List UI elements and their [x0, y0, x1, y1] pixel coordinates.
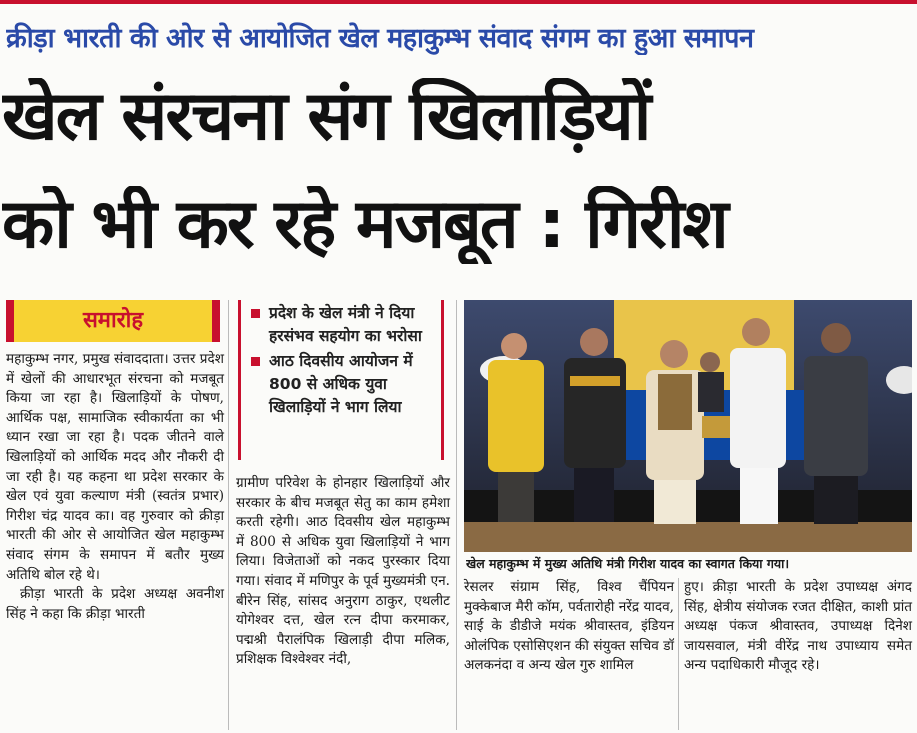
section-label: समारोह — [6, 300, 220, 342]
highlight-item — [251, 302, 433, 348]
article-paragraph: क्रीड़ा भारती के प्रदेश अध्यक्ष अवनीश सिंह ने कहा कि क्रीड़ा भारती — [6, 586, 224, 622]
article-paragraph: महाकुम्भ नगर, प्रमुख संवाददाता। उत्तर प्रदेश में खेलों की आधारभूत संरचना को मजबूत किया जा रहा है। खिलाड़ियों के पोषण, आर्थिक पक्ष, सामाजिक स्वीकार्यता का भी ध्यान रखा जा रहा है। पदक जीतने वाले खिलाड़ियों को आर्थिक मदद और नौकरी दी जा रही है। यह कहना था प्रदेश सरकार के खेल एवं युवा कल्याण मंत्री (स्वतंत्र प्रभार) गिरीश चंद्र यादव का। वह गुरुवार को क्रीड़ा भारती की ओर से आयोजित खेल महाकुम्भ संवाद संगम के समापन में बतौर मुख्य अतिथि बोल रहे थे। — [6, 351, 224, 583]
highlight-text: प्रदेश के खेल मंत्री ने दिया हरसंभव सहयोग का भरोसा — [269, 304, 422, 345]
column-divider — [678, 578, 679, 730]
bullet-square-icon — [251, 357, 260, 366]
highlight-item — [251, 350, 433, 419]
news-photo — [464, 300, 912, 552]
article-paragraph: रेसलर संग्राम सिंह, विश्व चैंपियन मुक्केबाज मैरी कॉम, पर्वतारोही नरेंद्र यादव, साई के डीडीजे मयंक श्रीवास्तव, इंडियन ओलंपिक एसोसिएशन की संयुक्त सचिव डॉ अलकनंदा व अन्य खेल गुरु शामिल — [464, 579, 674, 674]
main-headline-line-1: खेल संरचना संग खिलाड़ियों — [2, 78, 650, 156]
article-paragraph: ग्रामीण परिवेश के होनहार खिलाड़ियों और सरकार के बीच मजबूत सेतु का काम हमेशा करती रहेगी। आठ दिवसीय खेल महाकुम्भ में 800 से अधिक युवा खिलाड़ियों ने भाग लिया। विजेताओं को नकद पुरस्कार दिया गया। संवाद में मणिपुर के पूर्व मुख्यमंत्री एन. बीरेन सिंह, सांसद अनुराग ठाकुर, एथलीट योगेश्वर दत्त, खेल रत्न दीपा करमाकर, पद्मश्री पैरालंपिक खिलाड़ी दीपा मलिक, प्रशिक्षक विश्वेश्वर नंदी, — [236, 475, 450, 668]
article-paragraph: हुए। क्रीड़ा भारती के प्रदेश उपाध्यक्ष अंगद सिंह, क्षेत्रीय संयोजक रजत दीक्षित, काशी प्रांत अध्यक्ष पंकज श्रीवास्तव, उपाध्यक्ष दिनेश जायसवाल, मंत्री वीरेंद्र नाथ उपाध्याय समेत अन्य पदाधिकारी मौजूद रहे। — [684, 579, 912, 674]
photo-caption: खेल महाकुम्भ में मुख्य अतिथि मंत्री गिरीश यादव का स्वागत किया गया। — [466, 556, 790, 571]
highlight-text: आठ दिवसीय आयोजन में 800 से अधिक युवा खिलाड़ियों ने भाग लिया — [269, 352, 413, 416]
highlights-box — [238, 300, 444, 460]
top-red-rule — [0, 0, 917, 4]
article-column-2 — [236, 474, 450, 670]
bullet-square-icon — [251, 309, 260, 318]
article-column-3 — [464, 578, 674, 676]
column-divider — [456, 300, 457, 730]
column-divider — [228, 300, 229, 730]
article-column-1 — [6, 350, 224, 624]
photo-illustration — [464, 300, 912, 552]
kicker-headline: क्रीड़ा भारती की ओर से आयोजित खेल महाकुम्भ संवाद संगम का हुआ समापन — [6, 23, 754, 54]
article-column-4 — [684, 578, 912, 676]
main-headline-line-2: को भी कर रहे मजबूत : गिरीश — [2, 186, 727, 264]
